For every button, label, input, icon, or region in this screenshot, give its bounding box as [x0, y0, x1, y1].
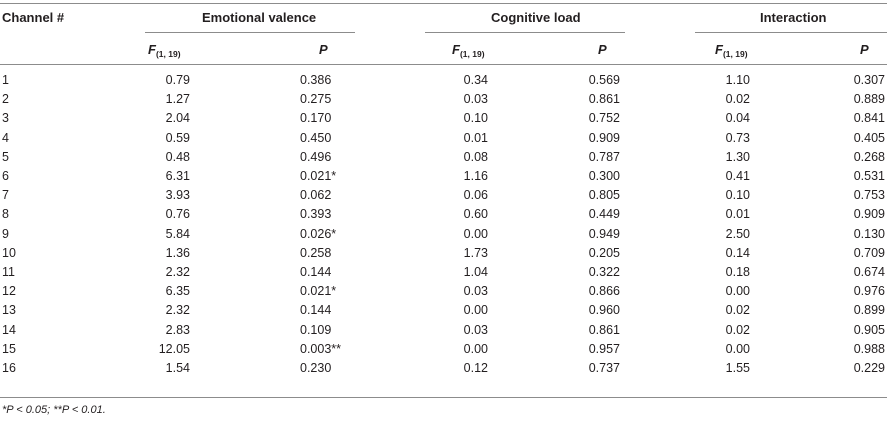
channel-cell: 14: [2, 322, 16, 337]
group-rule-interaction: [695, 32, 887, 33]
header-rule: [0, 64, 887, 65]
p-cognitive-cell: 0.752: [588, 111, 620, 126]
p-emotional-cell: 0.021*: [300, 169, 337, 183]
f-emotional-cell: 0.59: [165, 130, 190, 145]
p-cognitive-cell: 0.205: [588, 245, 620, 260]
p-interaction-cell: 0.674: [853, 265, 885, 279]
header-cognitive-load: Cognitive load: [491, 10, 581, 25]
f-cognitive-cell: 0.03: [463, 92, 488, 107]
f-interaction-cell: 1.30: [725, 149, 750, 164]
f-emotional-cell: 2.83: [165, 322, 190, 337]
header-emotional-valence: Emotional valence: [202, 10, 317, 25]
header-interaction: Interaction: [760, 10, 827, 25]
header-p-emotional: P: [319, 42, 328, 57]
f-interaction-cell: 0.14: [725, 245, 750, 260]
header-p-interaction: P: [860, 42, 869, 57]
f-cognitive-cell: 1.16: [463, 169, 488, 183]
p-cognitive-cell: 0.960: [588, 303, 620, 318]
p-cognitive-cell: 0.737: [588, 361, 620, 375]
top-rule: [0, 3, 887, 4]
f-cognitive-cell: 0.12: [463, 361, 488, 375]
channel-cell: 1: [2, 73, 9, 87]
p-cognitive-cell: 0.957: [588, 341, 620, 356]
channel-cell: 6: [2, 169, 9, 183]
p-emotional-cell: 0.026*: [300, 226, 337, 241]
header-f-emotional: $F_{(1, 19)}$: [148, 42, 181, 59]
channel-cell: 10: [2, 245, 16, 260]
p-interaction-cell: 0.889: [853, 92, 885, 107]
f-interaction-cell: 0.01: [725, 207, 750, 222]
channel-cell: 4: [2, 130, 9, 145]
f-interaction-cell: 0.10: [725, 188, 750, 203]
p-emotional-cell: 0.144: [300, 265, 332, 279]
f-emotional-cell: 1.36: [165, 245, 190, 260]
p-interaction-cell: 0.268: [853, 149, 885, 164]
f-emotional-cell: 5.84: [165, 226, 190, 241]
f-interaction-cell: 0.41: [725, 169, 750, 183]
p-interaction-cell: 0.909: [853, 207, 885, 222]
p-cognitive-cell: 0.861: [588, 92, 620, 107]
f-interaction-cell: 0.73: [725, 130, 750, 145]
channel-cell: 12: [2, 284, 16, 299]
f-interaction-cell: 0.04: [725, 111, 750, 126]
f-cognitive-cell: 0.03: [463, 284, 488, 299]
f-emotional-cell: 0.79: [165, 73, 190, 87]
p-cognitive-cell: 0.949: [588, 226, 620, 241]
p-emotional-cell: 0.393: [300, 207, 332, 222]
f-cognitive-cell: 0.03: [463, 322, 488, 337]
p-interaction-cell: 0.753: [853, 188, 885, 203]
p-emotional-cell: 0.496: [300, 149, 332, 164]
channel-cell: 7: [2, 188, 9, 203]
p-cognitive-cell: 0.866: [588, 284, 620, 299]
p-cognitive-cell: 0.787: [588, 149, 620, 164]
channel-cell: 5: [2, 149, 9, 164]
f-cognitive-cell: 0.01: [463, 130, 488, 145]
p-cognitive-cell: 0.300: [588, 169, 620, 183]
f-interaction-cell: 2.50: [725, 226, 750, 241]
channel-cell: 13: [2, 303, 16, 318]
p-interaction-cell: 0.405: [853, 130, 885, 145]
f-cognitive-cell: 0.10: [463, 111, 488, 126]
group-rule-cognitive: [425, 32, 625, 33]
p-interaction-cell: 0.841: [853, 111, 885, 126]
f-cognitive-cell: 0.34: [463, 73, 488, 87]
f-emotional-cell: 2.32: [165, 303, 190, 318]
f-interaction-cell: 1.10: [725, 73, 750, 87]
f-interaction-cell: 1.55: [725, 361, 750, 375]
header-p-cognitive: P: [598, 42, 607, 57]
p-interaction-cell: 0.709: [853, 245, 885, 260]
f-emotional-cell: 2.04: [165, 111, 190, 126]
channel-cell: 8: [2, 207, 9, 222]
f-interaction-cell: 0.18: [725, 265, 750, 279]
p-interaction-cell: 0.899: [853, 303, 885, 318]
f-interaction-cell: 0.02: [725, 303, 750, 318]
p-interaction-cell: 0.531: [853, 169, 885, 183]
p-emotional-cell: 0.021*: [300, 284, 337, 299]
header-channel: Channel #: [2, 10, 65, 25]
p-interaction-cell: 0.905: [853, 322, 885, 337]
f-interaction-cell: 0.00: [725, 284, 750, 299]
p-cognitive-cell: 0.805: [588, 188, 620, 203]
f-emotional-cell: 1.27: [165, 92, 190, 107]
p-cognitive-cell: 0.569: [588, 73, 620, 87]
p-interaction-cell: 0.229: [853, 361, 885, 375]
p-emotional-cell: 0.109: [300, 322, 332, 337]
f-emotional-cell: 1.54: [165, 361, 190, 375]
f-cognitive-cell: 1.04: [463, 265, 488, 279]
f-interaction-cell: 0.00: [725, 341, 750, 356]
p-interaction-cell: 0.307: [853, 73, 885, 87]
channel-cell: 9: [2, 226, 9, 241]
p-cognitive-cell: 0.861: [588, 322, 620, 337]
f-emotional-cell: 3.93: [165, 188, 190, 203]
f-cognitive-cell: 0.00: [463, 303, 488, 318]
f-cognitive-cell: 0.00: [463, 226, 488, 241]
p-emotional-cell: 0.230: [300, 361, 332, 375]
p-cognitive-cell: 0.909: [588, 130, 620, 145]
channel-cell: 15: [2, 341, 16, 356]
bottom-rule: [0, 397, 887, 398]
f-cognitive-cell: 0.06: [463, 188, 488, 203]
footnote: *P < 0.05; **P < 0.01.: [2, 404, 106, 416]
p-emotional-cell: 0.003**: [300, 341, 342, 356]
p-cognitive-cell: 0.449: [588, 207, 620, 222]
p-interaction-cell: 0.988: [853, 341, 885, 356]
f-interaction-cell: 0.02: [725, 322, 750, 337]
f-cognitive-cell: 0.08: [463, 149, 488, 164]
channel-cell: 11: [2, 265, 15, 279]
f-cognitive-cell: 0.00: [463, 341, 488, 356]
f-emotional-cell: 6.35: [165, 284, 190, 299]
channel-cell: 16: [2, 361, 16, 375]
p-emotional-cell: 0.386: [300, 73, 332, 87]
header-f-interaction: $F_{(1, 19)}$: [715, 42, 748, 59]
f-cognitive-cell: 0.60: [463, 207, 488, 222]
header-f-cognitive: $F_{(1, 19)}$: [452, 42, 485, 59]
p-interaction-cell: 0.976: [853, 284, 885, 299]
f-emotional-cell: 0.76: [165, 207, 190, 222]
p-cognitive-cell: 0.322: [588, 265, 620, 279]
group-rule-emotional: [145, 32, 355, 33]
f-emotional-cell: 0.48: [165, 149, 190, 164]
p-emotional-cell: 0.170: [300, 111, 332, 126]
p-emotional-cell: 0.275: [300, 92, 332, 107]
channel-cell: 3: [2, 111, 9, 126]
f-emotional-cell: 2.32: [165, 265, 190, 279]
p-interaction-cell: 0.130: [853, 226, 885, 241]
channel-cell: 2: [2, 92, 9, 107]
f-interaction-cell: 0.02: [725, 92, 750, 107]
f-cognitive-cell: 1.73: [463, 245, 488, 260]
f-emotional-cell: 12.05: [158, 341, 190, 356]
p-emotional-cell: 0.144: [300, 303, 332, 318]
p-emotional-cell: 0.062: [300, 188, 332, 203]
p-emotional-cell: 0.258: [300, 245, 332, 260]
p-emotional-cell: 0.450: [300, 130, 332, 145]
f-emotional-cell: 6.31: [165, 169, 190, 183]
